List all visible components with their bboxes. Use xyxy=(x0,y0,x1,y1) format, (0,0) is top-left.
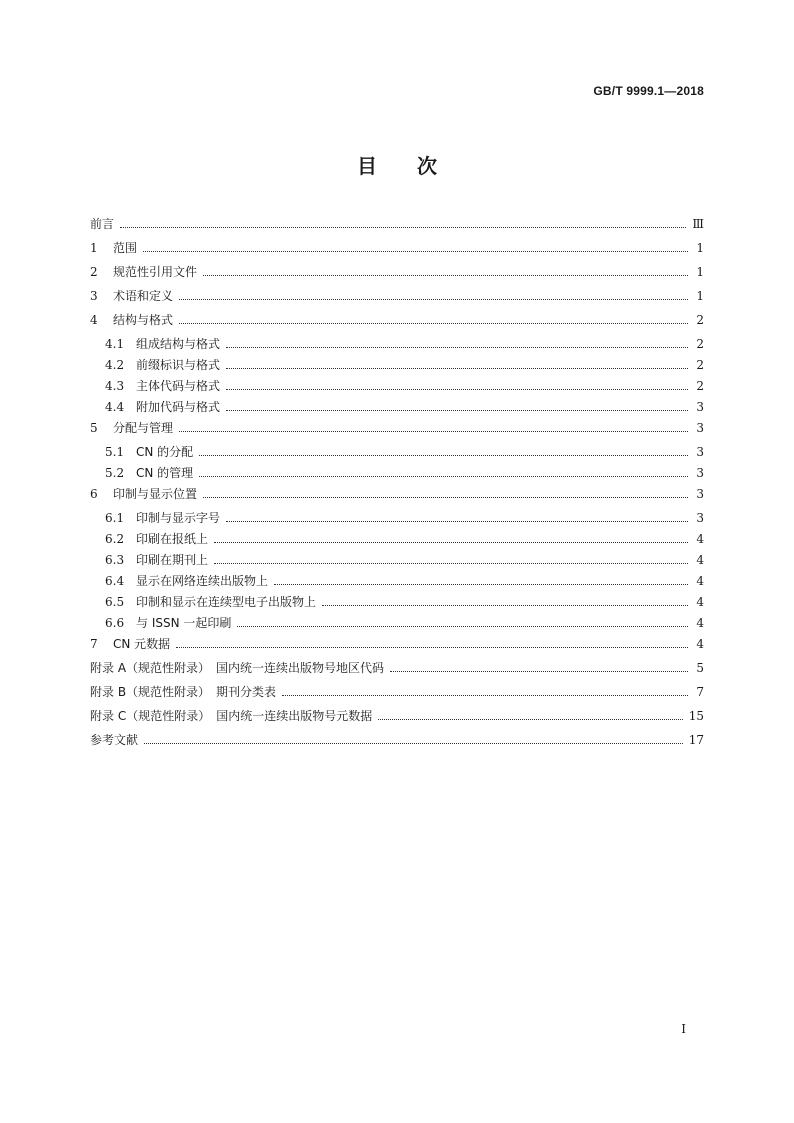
toc-entry[interactable] xyxy=(90,593,704,614)
toc-entry-number: 4 xyxy=(90,313,98,327)
toc-entry[interactable] xyxy=(90,572,704,593)
toc-entry-number: 3 xyxy=(90,289,98,303)
toc-dot-leader xyxy=(226,389,688,390)
toc-entry-number: 6.3 xyxy=(105,553,125,567)
toc-entry-number: 1 xyxy=(90,241,98,255)
toc-entry-page: 2 xyxy=(696,379,704,393)
toc-entry-label: 术语和定义 xyxy=(113,289,174,303)
toc-dot-leader xyxy=(203,497,688,498)
toc-dot-leader xyxy=(274,584,688,585)
toc-entry-label: 参考文献 xyxy=(90,733,139,747)
toc-dot-leader xyxy=(226,368,688,369)
toc-entry[interactable] xyxy=(90,731,704,755)
toc-dot-leader xyxy=(226,521,688,522)
toc-entry-label: 规范性引用文件 xyxy=(113,265,198,279)
toc-dot-leader xyxy=(237,626,688,627)
toc-entry-page: 4 xyxy=(696,637,704,651)
toc-dot-leader xyxy=(214,542,688,543)
toc-entry-label: 显示在网络连续出版物上 xyxy=(136,574,269,588)
toc-entry[interactable] xyxy=(90,659,704,683)
toc-entry-label: 组成结构与格式 xyxy=(136,337,221,351)
toc-entry-label: CN 的分配 xyxy=(136,445,194,459)
toc-entry-number: 6.5 xyxy=(105,595,125,609)
toc-entry-page: 4 xyxy=(696,532,704,546)
toc-entry-page: 1 xyxy=(696,265,704,279)
toc-entry-label: 印刷在期刊上 xyxy=(136,553,209,567)
toc-entry-label: 印制与显示字号 xyxy=(136,511,221,525)
toc-entry[interactable] xyxy=(90,530,704,551)
toc-entry-page: 4 xyxy=(696,574,704,588)
toc-entry-label: 分配与管理 xyxy=(113,421,174,435)
toc-dot-leader xyxy=(214,563,688,564)
toc-entry[interactable] xyxy=(90,509,704,530)
toc-entry-label: 印制和显示在连续型电子出版物上 xyxy=(136,595,317,609)
toc-entry-number: 6.2 xyxy=(105,532,125,546)
toc-entry-page: 1 xyxy=(696,289,704,303)
toc-entry-page: 2 xyxy=(696,358,704,372)
toc-entry-number: 5.1 xyxy=(105,445,125,459)
toc-dot-leader xyxy=(143,251,688,252)
toc-dot-leader xyxy=(176,647,688,648)
toc-dot-leader xyxy=(203,275,688,276)
toc-dot-leader xyxy=(120,227,686,228)
toc-entry-page: Ⅲ xyxy=(692,217,704,231)
toc-entry[interactable] xyxy=(90,683,704,707)
toc-entry-number: 5 xyxy=(90,421,98,435)
toc-entry-number: 4.2 xyxy=(105,358,125,372)
toc-entry-label: 结构与格式 xyxy=(113,313,174,327)
toc-entry[interactable] xyxy=(90,356,704,377)
toc-dot-leader xyxy=(226,347,688,348)
title-char-2: 次 xyxy=(417,154,437,178)
toc-entry-page: 15 xyxy=(688,709,704,723)
toc-entry-label: CN 元数据 xyxy=(113,637,171,651)
toc-entry[interactable] xyxy=(90,551,704,572)
table-of-contents xyxy=(90,215,704,755)
toc-entry-number: 4.3 xyxy=(105,379,125,393)
toc-entry-page: 1 xyxy=(696,241,704,255)
toc-entry-page: 4 xyxy=(696,553,704,567)
title-char-1: 目 xyxy=(357,154,377,178)
toc-entry-page: 3 xyxy=(696,511,704,525)
toc-entry-page: 3 xyxy=(696,421,704,435)
toc-entry[interactable] xyxy=(90,215,704,239)
toc-dot-leader xyxy=(199,476,688,477)
toc-entry-page: 2 xyxy=(696,313,704,327)
toc-entry-label: 与 ISSN 一起印刷 xyxy=(136,616,232,630)
toc-entry-label: 印制与显示位置 xyxy=(113,487,198,501)
toc-entry[interactable] xyxy=(90,614,704,635)
toc-dot-leader xyxy=(199,455,688,456)
toc-dot-leader xyxy=(179,323,688,324)
toc-entry[interactable] xyxy=(90,239,704,263)
toc-entry[interactable] xyxy=(90,335,704,356)
toc-dot-leader xyxy=(226,410,688,411)
toc-entry-number: 4.4 xyxy=(105,400,125,414)
toc-entry-number: 2 xyxy=(90,265,98,279)
toc-dot-leader xyxy=(179,431,688,432)
toc-entry-label: 主体代码与格式 xyxy=(136,379,221,393)
toc-entry[interactable] xyxy=(90,398,704,419)
toc-entry[interactable] xyxy=(90,419,704,443)
toc-entry[interactable] xyxy=(90,311,704,335)
toc-entry-label: 印刷在报纸上 xyxy=(136,532,209,546)
page-number: I xyxy=(681,1022,686,1036)
toc-entry-number: 6.4 xyxy=(105,574,125,588)
toc-entry-page: 3 xyxy=(696,487,704,501)
toc-entry-label: 范围 xyxy=(113,241,138,255)
page-title xyxy=(0,150,794,179)
toc-entry[interactable] xyxy=(90,464,704,485)
toc-entry-page: 2 xyxy=(696,337,704,351)
toc-entry-page: 3 xyxy=(696,445,704,459)
toc-entry-number: 7 xyxy=(90,637,98,651)
toc-entry-number: 5.2 xyxy=(105,466,125,480)
toc-dot-leader xyxy=(282,695,688,696)
toc-entry[interactable] xyxy=(90,263,704,287)
toc-dot-leader xyxy=(179,299,688,300)
toc-entry[interactable] xyxy=(90,377,704,398)
toc-entry-label: 附录 C（规范性附录） 国内统一连续出版物号元数据 xyxy=(90,709,373,723)
toc-entry-number: 6 xyxy=(90,487,98,501)
toc-entry-page: 3 xyxy=(696,466,704,480)
toc-entry[interactable] xyxy=(90,287,704,311)
toc-entry-label: CN 的管理 xyxy=(136,466,194,480)
toc-entry-page: 17 xyxy=(688,733,704,747)
toc-entry[interactable] xyxy=(90,707,704,731)
toc-entry[interactable] xyxy=(90,443,704,464)
toc-entry-page: 5 xyxy=(696,661,704,675)
toc-entry-label: 附录 A（规范性附录） 国内统一连续出版物号地区代码 xyxy=(90,661,385,675)
toc-dot-leader xyxy=(378,719,683,720)
toc-entry-page: 4 xyxy=(696,595,704,609)
standard-code: GB/T 9999.1—2018 xyxy=(593,84,704,98)
toc-entry-label: 附录 B（规范性附录） 期刊分类表 xyxy=(90,685,277,699)
toc-entry-page: 4 xyxy=(696,616,704,630)
toc-entry-page: 3 xyxy=(696,400,704,414)
toc-entry-number: 6.6 xyxy=(105,616,125,630)
toc-entry-label: 附加代码与格式 xyxy=(136,400,221,414)
toc-entry[interactable] xyxy=(90,635,704,659)
toc-entry-label: 前缀标识与格式 xyxy=(136,358,221,372)
toc-entry[interactable] xyxy=(90,485,704,509)
toc-dot-leader xyxy=(144,743,683,744)
toc-entry-page: 7 xyxy=(696,685,704,699)
toc-dot-leader xyxy=(390,671,688,672)
toc-dot-leader xyxy=(322,605,688,606)
toc-entry-label: 前言 xyxy=(90,217,115,231)
toc-entry-number: 4.1 xyxy=(105,337,125,351)
toc-entry-number: 6.1 xyxy=(105,511,125,525)
